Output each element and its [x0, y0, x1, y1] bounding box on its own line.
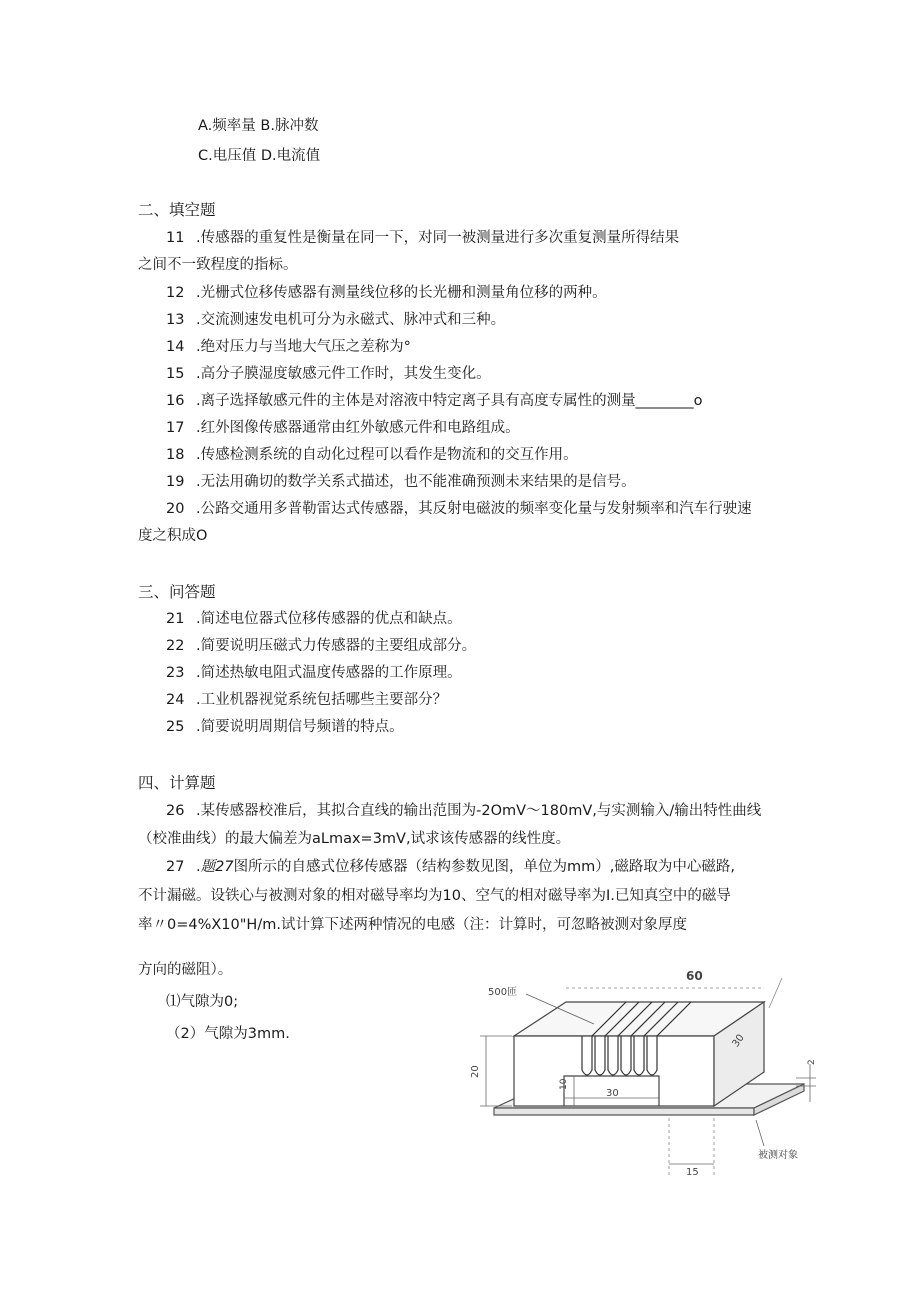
- question-text: .工业机器视觉系统包括哪些主要部分？: [196, 692, 448, 708]
- question-text: .离子选择敏感元件的主体是对溶液中特定离子具有高度专属性的测量________o: [196, 393, 703, 409]
- section2-heading: 二、填空题: [138, 201, 216, 219]
- question-number: 20: [166, 501, 185, 517]
- question-27-case1: ⑴气隙为0;: [166, 994, 239, 1010]
- option-ab: A.频率量 B.脉冲数: [198, 118, 319, 134]
- question-text: 图所示的自感式位移传感器（结构参数见图，单位为mm）,磁路取为中心磁路,: [233, 859, 736, 875]
- option-cd: C.电压值 D.电流值: [198, 148, 321, 164]
- question-text: .简要说明压磁式力传感器的主要组成部分。: [196, 638, 477, 654]
- question-number: 17: [166, 420, 185, 436]
- dim-bottom-15: 15: [686, 1167, 699, 1178]
- question-number: 11: [166, 230, 185, 246]
- section4-heading: 四、计算题: [138, 774, 216, 792]
- question-26-cont: （校准曲线）的最大偏差为aLmax=3mV,试求该传感器的线性度。: [138, 831, 571, 847]
- dim-depth-30: 30: [730, 1032, 747, 1050]
- question-text: .简述热敏电阻式温度传感器的工作原理。: [196, 665, 462, 681]
- question-number: 23: [166, 665, 185, 681]
- question-text: .红外图像传感器通常由红外敏感元件和电路组成。: [196, 420, 520, 436]
- question-number: 15: [166, 366, 185, 382]
- dim-inner-height-10: 10: [559, 1078, 569, 1090]
- question-24: [166, 690, 447, 710]
- question-27-line3: 率〃0=4%X10"H/m.试计算下述两种情况的电感（注：计算时，可忽略被测对象厚度: [138, 917, 687, 933]
- turns-label: 500匝: [488, 987, 518, 998]
- question-16: [166, 391, 702, 411]
- question-text: .简要说明周期信号频谱的特点。: [196, 719, 404, 735]
- question-number: 21: [166, 611, 185, 627]
- question-27-line4: 方向的磁阻）。: [138, 962, 233, 978]
- question-14: [166, 337, 411, 357]
- question-text: .绝对压力与当地大气压之差称为°: [196, 339, 411, 355]
- question-number: 19: [166, 474, 185, 490]
- dim-inner-width-30: 30: [606, 1088, 619, 1099]
- question-number: 26: [166, 803, 185, 819]
- question-text: .简述电位器式位移传感器的优点和缺点。: [196, 611, 462, 627]
- dim-height-20: 20: [470, 1065, 481, 1078]
- question-number: 25: [166, 719, 185, 735]
- question-23: [166, 663, 462, 683]
- question-18: [166, 445, 578, 465]
- question-text: .某传感器校准后，其拟合直线的输出范围为-2OmV～180mV,与实测输入/输出特性曲线: [196, 803, 762, 819]
- question-20: [166, 499, 752, 519]
- sensor-diagram: [464, 968, 824, 1186]
- question-11-cont: 之间不一致程度的指标。: [138, 257, 298, 273]
- question-text: .光栅式位移传感器有测量线位移的长光栅和测量角位移的两种。: [196, 285, 607, 301]
- question-15: [166, 364, 491, 384]
- section3-heading: 三、问答题: [138, 583, 216, 601]
- question-21: [166, 609, 462, 629]
- question-text: .公路交通用多普勒雷达式传感器，其反射电磁波的频率变化量与发射频率和汽车行驶速: [196, 501, 752, 517]
- question-27-line2: 不计漏磁。设铁心与被测对象的相对磁导率均为10、空气的相对磁导率为I.已知真空中的磁导: [138, 888, 731, 904]
- measured-object-label: 被测对象: [758, 1150, 798, 1161]
- question-number: 16: [166, 393, 185, 409]
- figure-reference: 题27: [200, 859, 234, 875]
- question-number: 18: [166, 447, 185, 463]
- question-11: [166, 228, 679, 248]
- question-text: .传感器的重复性是衡量在同一下，对同一被测量进行多次重复测量所得结果: [196, 230, 680, 246]
- question-text-prefix: .: [196, 859, 201, 875]
- question-number: 22: [166, 638, 185, 654]
- question-17: [166, 418, 520, 438]
- dim-top-60: 60: [686, 969, 703, 983]
- question-26: [166, 801, 761, 821]
- question-number: 13: [166, 312, 185, 328]
- question-25: [166, 717, 404, 737]
- question-20-cont: 度之积成O: [138, 528, 208, 544]
- question-number: 14: [166, 339, 185, 355]
- sensor-figure: [464, 968, 824, 1186]
- question-27: [166, 857, 735, 877]
- question-12: [166, 283, 607, 303]
- question-text: .高分子膜湿度敏感元件工作时，其发生变化。: [196, 366, 491, 382]
- question-text: .无法用确切的数学关系式描述，也不能准确预测未来结果的是信号。: [196, 474, 636, 490]
- question-number: 27: [166, 859, 185, 875]
- question-22: [166, 636, 476, 656]
- question-13: [166, 310, 505, 330]
- question-text: .交流测速发电机可分为永磁式、脉冲式和三种。: [196, 312, 506, 328]
- question-text: .传感检测系统的自动化过程可以看作是物流和的交互作用。: [196, 447, 578, 463]
- dim-gap-2: 2: [807, 1059, 817, 1065]
- question-27-case2: （2）气隙为3mm.: [166, 1026, 290, 1042]
- question-number: 12: [166, 285, 185, 301]
- question-number: 24: [166, 692, 185, 708]
- question-19: [166, 472, 636, 492]
